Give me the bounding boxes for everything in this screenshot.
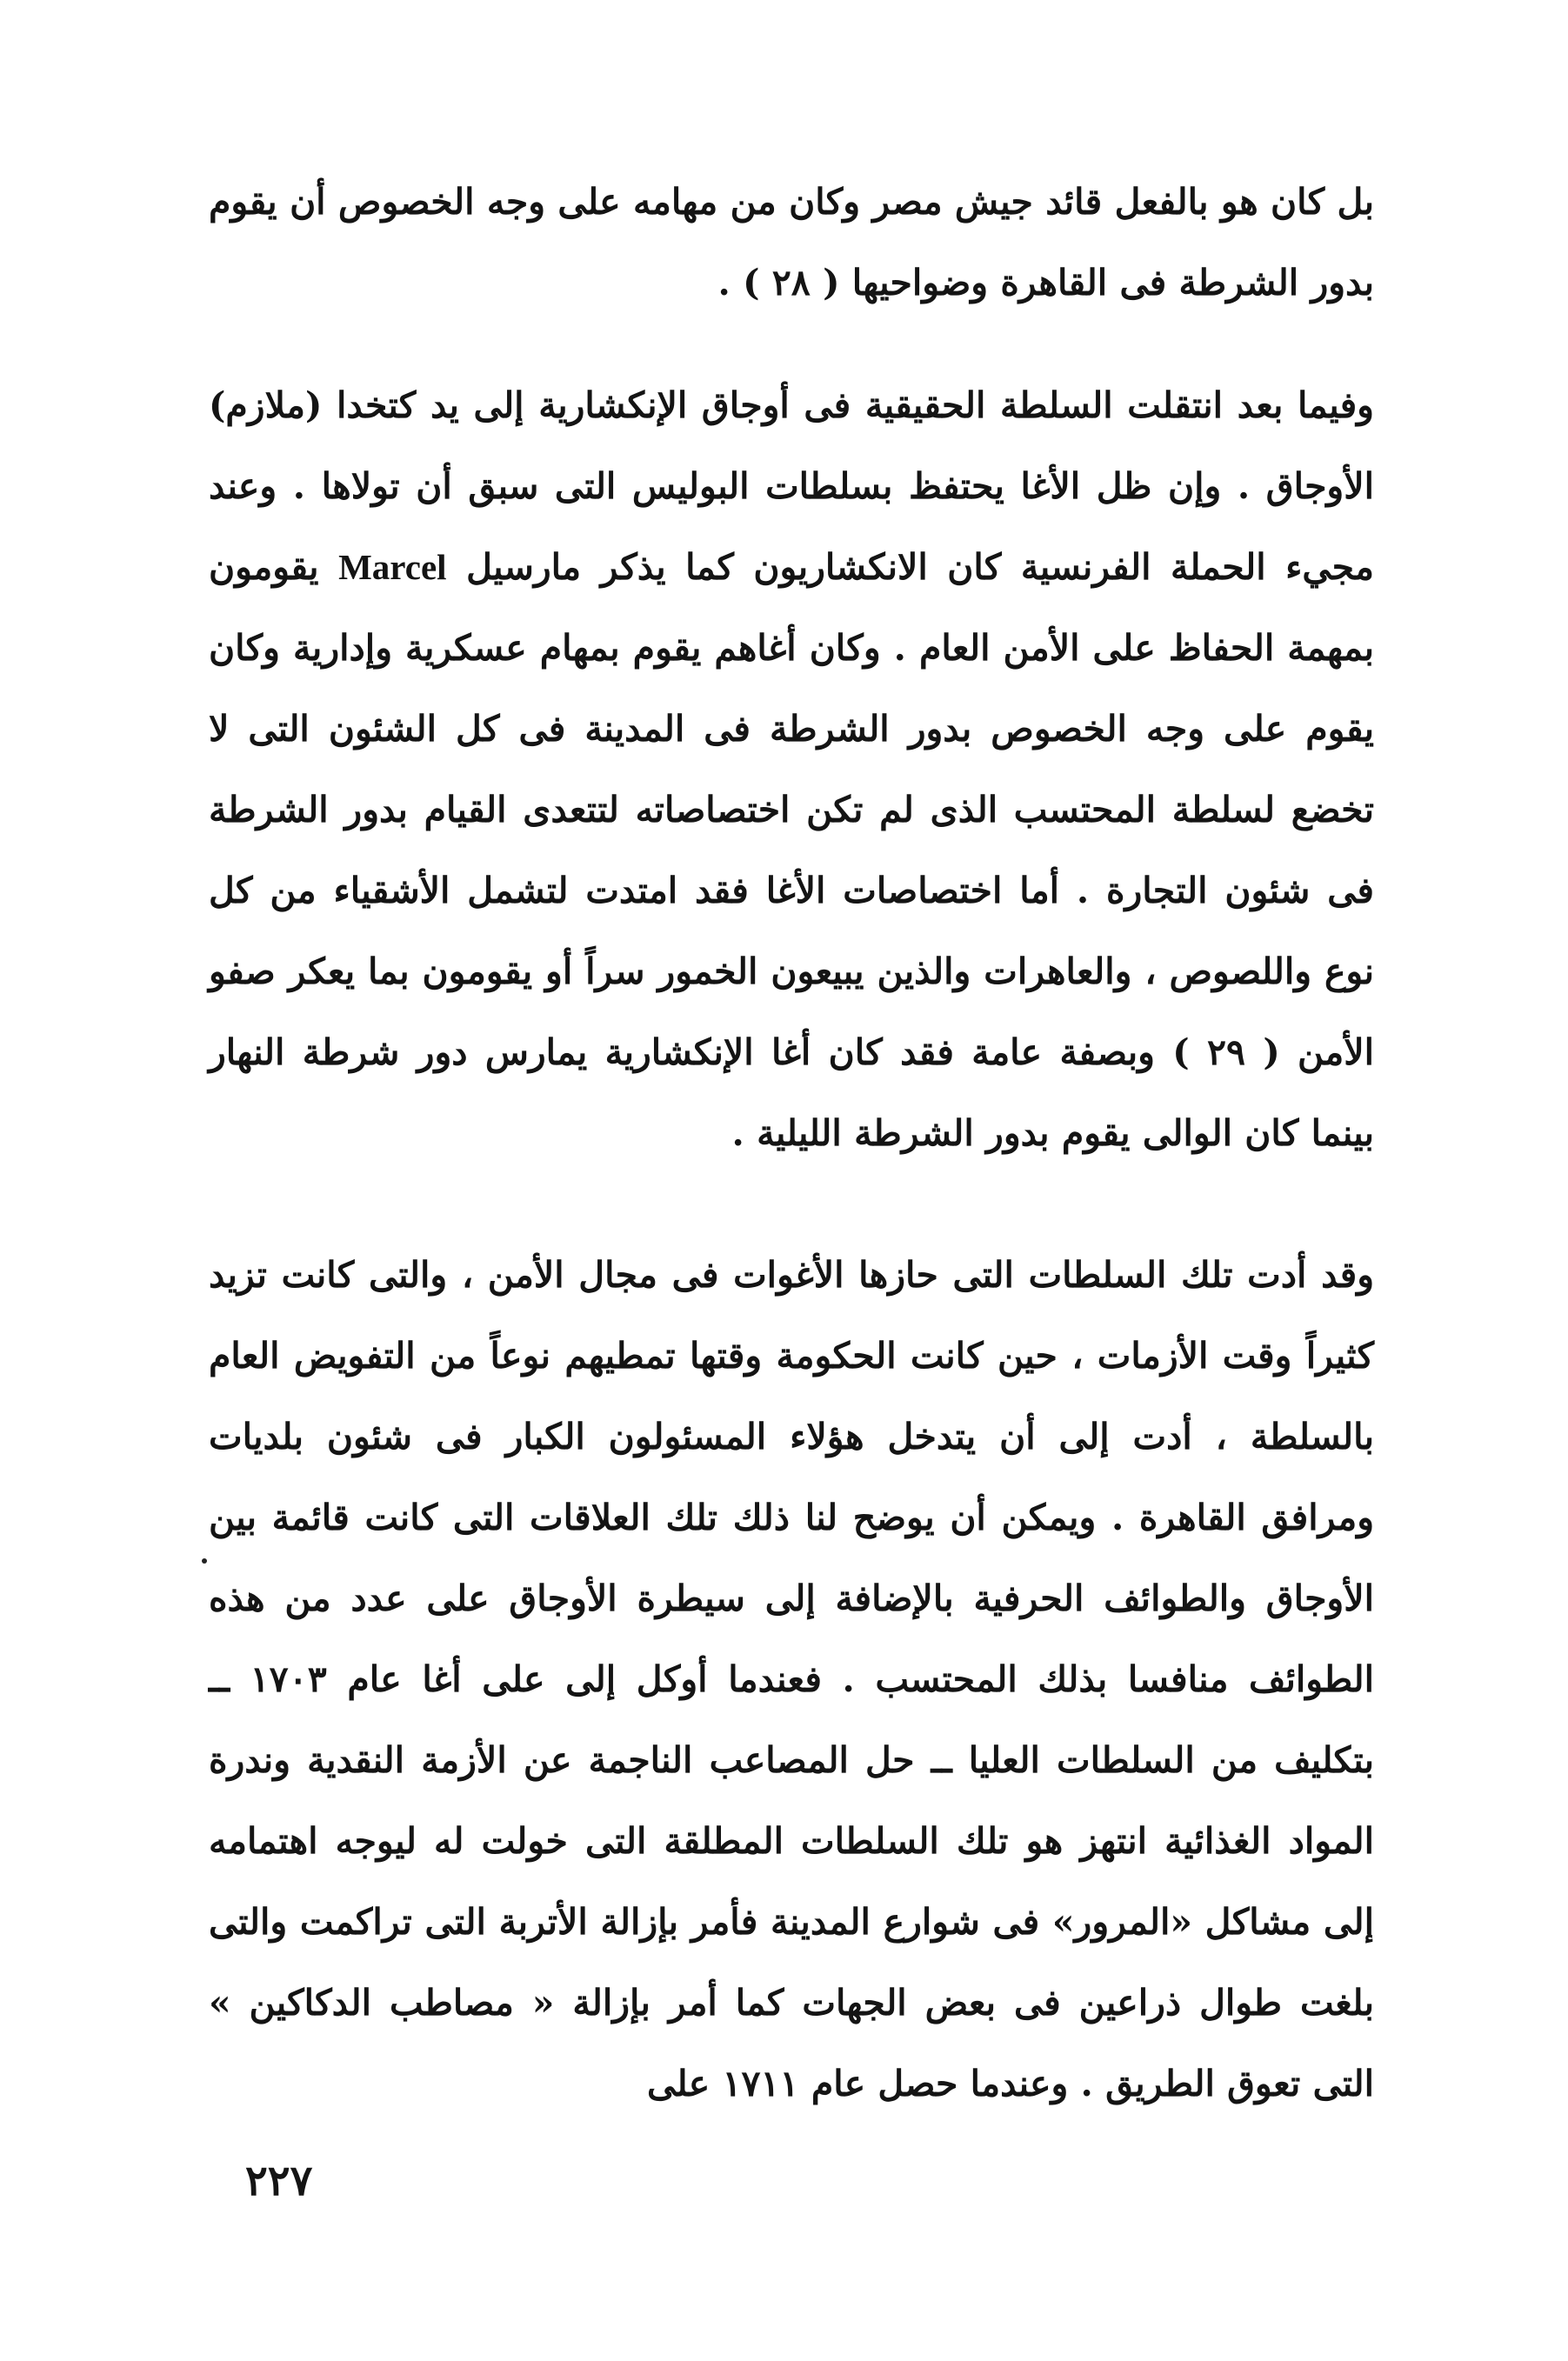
paragraph-2-text-start: وفيما بعد انتقلت السلطة الحقيقية فى أوجاق الإنكشارية إلى يد كتخدا (ملازم) الأوجاق . وإن ظل الأغا يحتفظ بسلطات البوليس التى سبق أن تولاها . وعند مجيء الحملة الفرنسية كان الانكشاريون كما يذكر مارسيل bbox=[209, 384, 1375, 588]
paragraph-3-text: وقد أدت تلك السلطات التى حازها الأغوات فى مجال الأمن ، والتى كانت تزيد كثيراً وقت الأزمات ، حين كانت الحكومة وقتها تمطيهم نوعاً من التفويض العام بالسلطة ، أدت إلى أن يتدخل هؤلاء المسئولون الكبار فى شئون بلديات ومرافق القاهرة . ويمكن أن يوضح لنا ذلك تلك العلاقات التى كانت قائمة بين الأوجاق والطوائف الحرفية بالإضافة إلى سيطرة الأوجاق على عدد من هذه الطوائف منافسا بذلك المحتسب . فعندما أوكل إلى على أغا عام ١٧٠٣ ــ بتكليف من السلطات العليا ــ حل المصاعب الناجمة عن الأزمة النقدية وندرة المواد الغذائية انتهز هو تلك السلطات المطلقة التى خولت له ليوجه اهتمامه إلى مشاكل «المرور» فى شوارع المدينة فأمر بإزالة الأتربة التى تراكمت والتى بلغت طوال ذراعين فى بعض الجهات كما أمر بإزالة « مصاطب الدكاكين » التى تعوق الطريق . وعندما حصل عام ١٧١١ على bbox=[209, 1254, 1374, 2104]
paragraph-2-text bbox=[209, 365, 1374, 1174]
paragraph-1-text: بل كان هو بالفعل قائد جيش مصر وكان من مهامه على وجه الخصوص أن يقوم بدور الشرطة فى القاهرة وضواحيها ( ٢٨ ) . bbox=[209, 181, 1374, 303]
latin-name-marcel: Marcel bbox=[338, 547, 447, 587]
paragraph-3 bbox=[209, 1235, 1374, 2124]
paragraph-2-text-end: يقومون بمهمة الحفاظ على الأمن العام . وكان أغاهم يقوم بمهام عسكرية وإدارية وكان يقوم على وجه الخصوص بدور الشرطة فى المدينة فى كل الشئون التى لا تخضع لسلطة المحتسب الذى لم تكن اختصاصاته لتتعدى القيام بدور الشرطة فى شئون التجارة . أما اختصاصات الأغا فقد امتدت لتشمل الأشقياء من كل نوع واللصوص ، والعاهرات والذين يبيعون الخمور سراً أو يقومون بما يعكر صفو الأمن ( ٢٩ ) وبصفة عامة فقد كان أغا الإنكشارية يمارس دور شرطة النهار بينما كان الوالى يقوم بدور الشرطة الليلية . bbox=[209, 546, 1374, 1154]
paragraph-2 bbox=[209, 365, 1374, 1174]
page-number: ٢٢٧ bbox=[245, 2157, 313, 2205]
paragraph-1 bbox=[209, 162, 1374, 323]
scan-speck bbox=[202, 1558, 207, 1564]
